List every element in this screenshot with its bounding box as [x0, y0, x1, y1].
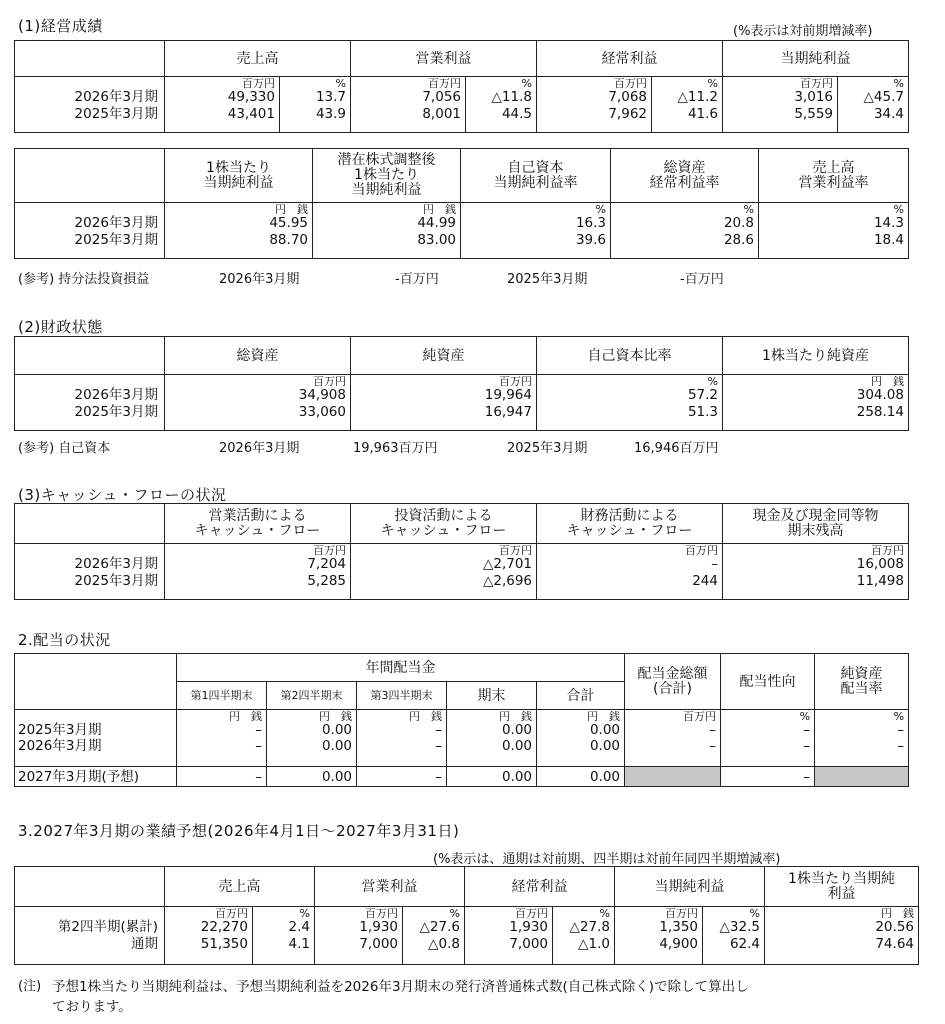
eps-values: 円 銭 20.56 74.64 — [765, 907, 919, 965]
header-doe: 純資産 配当率 — [815, 654, 909, 710]
forecast-q1: – — [177, 767, 267, 787]
header-sales: 売上高 — [165, 867, 315, 907]
header-eps: 1株当たり 当期純利益 — [165, 149, 313, 203]
forecast-q3: – — [357, 767, 447, 787]
header-ordinary-income: 経常利益 — [537, 41, 723, 77]
reference-period-2: 2025年3月期 — [507, 441, 588, 456]
corner-cell — [15, 867, 165, 907]
net-amount: 百万円 1,350 4,900 — [615, 907, 703, 965]
header-investing-cf: 投資活動による キャッシュ・フロー — [351, 504, 537, 544]
row-labels: 2025年3月期 2026年3月期 — [15, 710, 177, 767]
header-q2: 第2四半期末 — [267, 682, 357, 710]
forecast-year-end: 0.00 — [447, 767, 537, 787]
header-annual-dividends: 年間配当金 — [177, 654, 625, 682]
forecast-row-label: 2027年3月期(予想) — [15, 767, 177, 787]
section1-note: (%表示は対前期増減率) — [733, 24, 873, 39]
payout-values: % – – — [721, 710, 815, 767]
forecast-title: 3.2027年3月期の業績予想(2026年4月1日～2027年3月31日) — [18, 822, 460, 840]
header-net-income: 当期純利益 — [723, 41, 909, 77]
sales-amount: 百万円 49,330 43,401 — [165, 77, 280, 133]
corner-cell — [15, 337, 165, 375]
investing-cf-values: 百万円 △2,701 △2,696 — [351, 544, 537, 600]
forecast-payout: – — [721, 767, 815, 787]
header-financing-cf: 財務活動による キャッシュ・フロー — [537, 504, 723, 544]
forecast-total: 0.00 — [537, 767, 625, 787]
roa-values: % 20.8 28.6 — [611, 203, 759, 259]
equity-method-reference: (参考) 持分法投資損益 — [18, 272, 150, 287]
header-q3: 第3四半期末 — [357, 682, 447, 710]
bps-values: 円 銭 304.08 258.14 — [723, 375, 909, 431]
forecast-table — [14, 866, 919, 965]
dividends-title: 2.配当の状況 — [18, 631, 111, 649]
forecast-doe-shaded — [815, 767, 909, 787]
operating-pct: % △11.8 44.5 — [466, 77, 537, 133]
cash-end-values: 百万円 16,008 11,498 — [723, 544, 909, 600]
reference-value-2: 16,946百万円 — [634, 441, 719, 456]
header-sales: 売上高 — [165, 41, 351, 77]
ordinary-pct: % △11.2 41.6 — [652, 77, 723, 133]
roe-values: % 16.3 39.6 — [461, 203, 611, 259]
reference-period-1: 2026年3月期 — [219, 272, 300, 287]
corner-cell — [15, 504, 165, 544]
header-diluted-eps: 潜在株式調整後 1株当たり 当期純利益 — [313, 149, 461, 203]
net-assets-values: 百万円 19,964 16,947 — [351, 375, 537, 431]
sales-pct: % 2.4 4.1 — [253, 907, 315, 965]
financial-position-table — [14, 336, 909, 431]
reference-value-2: -百万円 — [680, 272, 724, 287]
reference-value-1: 19,963百万円 — [353, 441, 438, 456]
header-net-assets: 純資産 — [351, 337, 537, 375]
footnote-text-2: ております。 — [52, 999, 132, 1015]
sales-amount: 百万円 22,270 51,350 — [165, 907, 253, 965]
row-labels: 第2四半期(累計) 通期 — [15, 907, 165, 965]
section2-title: (2)財政状態 — [18, 318, 103, 336]
margin-values: % 14.3 18.4 — [759, 203, 909, 259]
footnote-label: (注) — [18, 979, 42, 994]
header-operating-cf: 営業活動による キャッシュ・フロー — [165, 504, 351, 544]
operating-cf-values: 百万円 7,204 5,285 — [165, 544, 351, 600]
q1-values: 円 銭 – – — [177, 710, 267, 767]
net-pct: % △45.7 34.4 — [838, 77, 909, 133]
header-equity-ratio: 自己資本比率 — [537, 337, 723, 375]
financing-cf-values: 百万円 – 244 — [537, 544, 723, 600]
total-assets-values: 百万円 34,908 33,060 — [165, 375, 351, 431]
q2-values: 円 銭 0.00 0.00 — [267, 710, 357, 767]
header-cash-end: 現金及び現金同等物 期末残高 — [723, 504, 909, 544]
header-roe: 自己資本 当期純利益率 — [461, 149, 611, 203]
reference-value-1: -百万円 — [395, 272, 439, 287]
operating-results-table — [14, 40, 909, 133]
corner-cell — [15, 654, 177, 710]
forecast-q2: 0.00 — [267, 767, 357, 787]
forecast-total-dividends-shaded — [625, 767, 721, 787]
header-operating-income: 営業利益 — [315, 867, 465, 907]
reference-period-1: 2026年3月期 — [219, 441, 300, 456]
net-amount: 百万円 3,016 5,559 — [723, 77, 838, 133]
ordinary-amount: 百万円 1,930 7,000 — [465, 907, 553, 965]
row-labels: 2026年3月期 2025年3月期 — [15, 203, 165, 259]
year-end-values: 円 銭 0.00 0.00 — [447, 710, 537, 767]
operating-pct: % △27.6 △0.8 — [403, 907, 465, 965]
per-share-ratios-table — [14, 148, 909, 259]
eps-values: 円 銭 45.95 88.70 — [165, 203, 313, 259]
section1-title: (1)経営成績 — [18, 17, 103, 35]
own-capital-reference: (参考) 自己資本 — [18, 441, 111, 456]
header-q1: 第1四半期末 — [177, 682, 267, 710]
ordinary-amount: 百万円 7,068 7,962 — [537, 77, 652, 133]
header-operating-margin: 売上高 営業利益率 — [759, 149, 909, 203]
corner-cell — [15, 41, 165, 77]
footnote-text: 予想1株当たり当期純利益は、予想当期純利益を2026年3月期末の発行済普通株式数(自己株式除く)で除して算出し — [52, 979, 749, 995]
header-payout-ratio: 配当性向 — [721, 654, 815, 710]
row-labels: 2026年3月期 2025年3月期 — [15, 375, 165, 431]
dividends-table — [14, 653, 909, 787]
header-total-assets: 総資産 — [165, 337, 351, 375]
doe-values: % – – — [815, 710, 909, 767]
reference-period-2: 2025年3月期 — [507, 272, 588, 287]
net-pct: % △32.5 62.4 — [703, 907, 765, 965]
header-ordinary-income: 経常利益 — [465, 867, 615, 907]
sales-pct: % 13.7 43.9 — [280, 77, 351, 133]
operating-amount: 百万円 7,056 8,001 — [351, 77, 466, 133]
header-bps: 1株当たり純資産 — [723, 337, 909, 375]
q3-values: 円 銭 – – — [357, 710, 447, 767]
header-net-income: 当期純利益 — [615, 867, 765, 907]
header-eps: 1株当たり当期純 利益 — [765, 867, 919, 907]
header-total-dividends: 配当金総額 (合計) — [625, 654, 721, 710]
header-operating-income: 営業利益 — [351, 41, 537, 77]
header-total: 合計 — [537, 682, 625, 710]
ordinary-pct: % △27.8 △1.0 — [553, 907, 615, 965]
total-values: 円 銭 0.00 0.00 — [537, 710, 625, 767]
section3-title: (3)キャッシュ・フローの状況 — [18, 486, 227, 504]
equity-ratio-values: % 57.2 51.3 — [537, 375, 723, 431]
total-dividends-values: 百万円 – – — [625, 710, 721, 767]
row-labels: 2026年3月期 2025年3月期 — [15, 544, 165, 600]
forecast-note: (%表示は、通期は対前期、四半期は対前年同四半期増減率) — [433, 852, 781, 867]
row-labels: 2026年3月期 2025年3月期 — [15, 77, 165, 133]
corner-cell — [15, 149, 165, 203]
header-year-end: 期末 — [447, 682, 537, 710]
cash-flow-table — [14, 503, 909, 600]
diluted-eps-values: 円 銭 44.99 83.00 — [313, 203, 461, 259]
operating-amount: 百万円 1,930 7,000 — [315, 907, 403, 965]
header-roa: 総資産 経常利益率 — [611, 149, 759, 203]
